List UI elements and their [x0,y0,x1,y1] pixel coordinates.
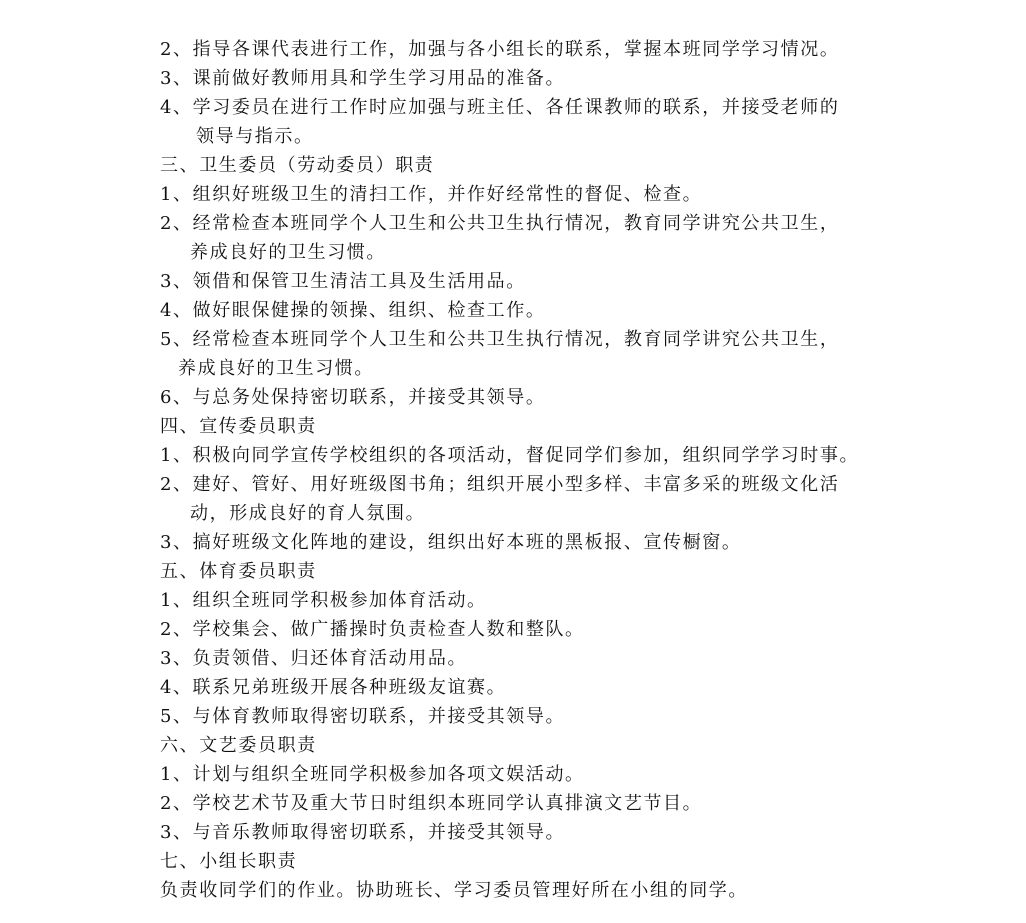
section-heading: 七、小组长职责 [160,851,298,872]
text-line: 3、课前做好教师用具和学生学习用品的准备。 [160,68,566,89]
text-line: 2、指导各课代表进行工作，加强与各小组长的联系，掌握本班同学学习情况。 [160,39,840,60]
section-heading: 六、文艺委员职责 [160,735,317,756]
text-line: 动，形成良好的育人氛围。 [190,503,426,524]
text-line: 3、负责领借、归还体育活动用品。 [160,648,468,669]
text-line: 4、学习委员在进行工作时应加强与班主任、各任课教师的联系，并接受老师的 [160,97,840,118]
text-line: 1、积极向同学宣传学校组织的各项活动，督促同学们参加，组织同学学习时事。 [160,445,860,466]
text-line: 3、搞好班级文化阵地的建设，组织出好本班的黑板报、宣传橱窗。 [160,532,742,553]
text-line: 养成良好的卫生习惯。 [190,242,386,263]
text-line: 领导与指示。 [196,126,314,147]
text-line: 4、联系兄弟班级开展各种班级友谊赛。 [160,677,507,698]
text-line: 养成良好的卫生习惯。 [178,358,374,379]
section-heading: 三、卫生委员（劳动委员）职责 [160,155,435,176]
text-line: 4、做好眼保健操的领操、组织、检查工作。 [160,300,546,321]
text-line: 5、与体育教师取得密切联系，并接受其领导。 [160,706,566,727]
text-line: 负责收同学们的作业。协助班长、学习委员管理好所在小组的同学。 [160,880,748,901]
text-line: 1、计划与组织全班同学积极参加各项文娱活动。 [160,764,585,785]
text-line: 2、经常检查本班同学个人卫生和公共卫生执行情况，教育同学讲究公共卫生， [160,213,840,234]
text-line: 6、与总务处保持密切联系，并接受其领导。 [160,387,546,408]
text-line: 3、领借和保管卫生清洁工具及生活用品。 [160,271,526,292]
text-line: 1、组织全班同学积极参加体育活动。 [160,590,487,611]
text-line: 3、与音乐教师取得密切联系，并接受其领导。 [160,822,566,843]
text-line: 5、经常检查本班同学个人卫生和公共卫生执行情况，教育同学讲究公共卫生， [160,329,840,350]
text-line: 2、学校集会、做广播操时负责检查人数和整队。 [160,619,585,640]
text-line: 2、建好、管好、用好班级图书角；组织开展小型多样、丰富多采的班级文化活 [160,474,840,495]
section-heading: 五、体育委员职责 [160,561,317,582]
section-heading: 四、宣传委员职责 [160,416,317,437]
text-line: 1、组织好班级卫生的清扫工作，并作好经常性的督促、检查。 [160,184,703,205]
text-line: 2、学校艺术节及重大节日时组织本班同学认真排演文艺节目。 [160,793,703,814]
